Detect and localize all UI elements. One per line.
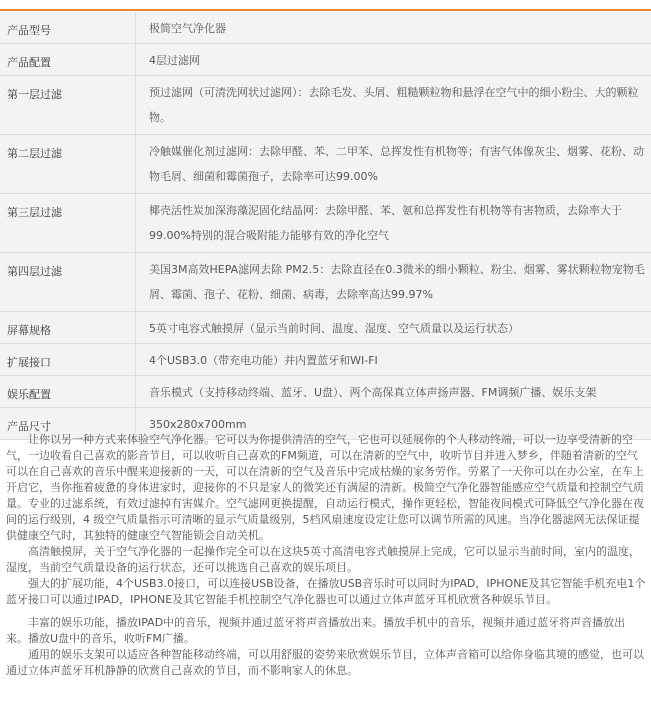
product-description (6, 432, 646, 679)
spec-label: 第二层过滤 (0, 135, 136, 194)
spec-value: 极简空气净化器 (136, 12, 651, 44)
spec-table (0, 12, 651, 440)
spec-label: 产品型号 (0, 12, 136, 44)
spec-row-filter-1 (0, 76, 651, 135)
spec-value: 预过滤网（可清洗网状过滤网）：去除毛发、头屑、粗糙颗粒物和悬浮在空气中的细小粉尘、大的颗粒物。 (136, 76, 651, 135)
spec-row-filter-3 (0, 194, 651, 253)
spec-row-filter-4 (0, 253, 651, 312)
spec-label: 娱乐配置 (0, 376, 136, 408)
spec-value: 350x280x700mm (136, 408, 651, 440)
description-paragraph-intro: 让你以另一种方式来体验空气净化器。它可以为你提供清洁的空气，它也可以延展你的个人移动终端，可以一边享受清新的空气，一边收看自己喜欢的影音节目，可以收听自己喜欢的FM频道，可以在清新的空气中，收听节目并进入梦乡，伴随着清新的空气可以在自己喜欢的音乐中醒来迎接新的一天，可以在清新的空气及音乐中完成枯燥的家务劳作。劳累了一天你可以在办公室，在车上开启它，当你拖着疲惫的身体进家时，迎接你的不只是家人的微笑还有满屋的清新。极简空气净化器智能感应空气质量和控制空气质量。专业的过滤系统，有效过滤掉有害媒介。空气滤网更换提醒，自动运行模式，操作更轻松，智能夜间模式可降低空气净化器在夜间的运行级别，4 级空气质量指示可清晰的显示气质量级别，5档风扇速度设定让您可以调节所需的风速。当净化器滤网无法保证提供健康空气时，其独特的健康空气智能锁会自动关机。 (6, 433, 644, 542)
spec-value: 5英寸电容式触摸屏（显示当前时间、温度、湿度、空气质量以及运行状态） (136, 312, 651, 344)
spec-row-model (0, 12, 651, 44)
spec-label: 扩展接口 (0, 344, 136, 376)
top-accent-rule (0, 9, 651, 11)
description-paragraph-stand: 通用的娱乐支架可以适应各种智能移动终端，可以用舒服的姿势来欣赏娱乐节目，立体声音箱可以给你身临其境的感觉，也可以通过立体声蓝牙耳机静静的欣赏自己喜欢的节目，而不影响家人的休息。 (6, 648, 644, 677)
description-paragraph-ports: 强大的扩展功能，4个USB3.0接口，可以连接USB设备，在播放USB音乐时可以同时为IPAD，IPHONE及其它智能手机充电1个蓝牙接口可以通过IPAD，IPHONE及其它智能手机控制空气净化器也可以通过立体声蓝牙耳机欣赏各种娱乐节目。 (6, 577, 646, 606)
spec-value: 4层过滤网 (136, 44, 651, 76)
spec-row-screen (0, 312, 651, 344)
spec-row-filter-2 (0, 135, 651, 194)
spec-value: 音乐模式（支持移动终端、蓝牙、U盘）、两个高保真立体声扬声器、FM调频广播、娱乐支架 (136, 376, 651, 408)
spec-label: 屏幕规格 (0, 312, 136, 344)
spec-label: 产品配置 (0, 44, 136, 76)
spec-value: 冷触媒催化剂过滤网：去除甲醛、苯、二甲苯、总挥发性有机物等；有害气体像灰尘、烟雾、花粉、动物毛屑、细菌和霉菌孢子，去除率可达99.00% (136, 135, 651, 194)
spec-value: 椰壳活性炭加深海藻泥固化结晶网：去除甲醛、苯、氨和总挥发性有机物等有害物质，去除率大于99.00%特别的混合吸附能力能够有效的净化空气 (136, 194, 651, 253)
spec-label: 产品尺寸 (0, 408, 136, 440)
description-paragraph-screen: 高清触摸屏，关于空气净化器的一起操作完全可以在这块5英寸高清电容式触摸屏上完成，它可以显示当前时间，室内的温度，湿度，当前空气质量设备的运行状态，还可以挑选自己喜欢的娱乐项目。 (6, 545, 640, 574)
spec-row-entertainment (0, 376, 651, 408)
description-paragraph-entertainment: 丰富的娱乐功能，播放IPAD中的音乐，视频并通过蓝牙将声音播放出来。播放手机中的音乐，视频并通过蓝牙将声音播放出来。播放U盘中的音乐，收听FM广播。 (6, 616, 626, 645)
spec-row-ports (0, 344, 651, 376)
spec-row-config (0, 44, 651, 76)
spec-value: 4个USB3.0（带充电功能）并内置蓝牙和WI-FI (136, 344, 651, 376)
spec-label: 第三层过滤 (0, 194, 136, 253)
spec-value: 美国3M高效HEPA滤网去除 PM2.5：去除直径在0.3微米的细小颗粒、粉尘、烟雾、雾状颗粒物宠物毛屑、霉菌、孢子、花粉、细菌、病毒，去除率高达99.97% (136, 253, 651, 312)
spec-label: 第一层过滤 (0, 76, 136, 135)
spec-label: 第四层过滤 (0, 253, 136, 312)
